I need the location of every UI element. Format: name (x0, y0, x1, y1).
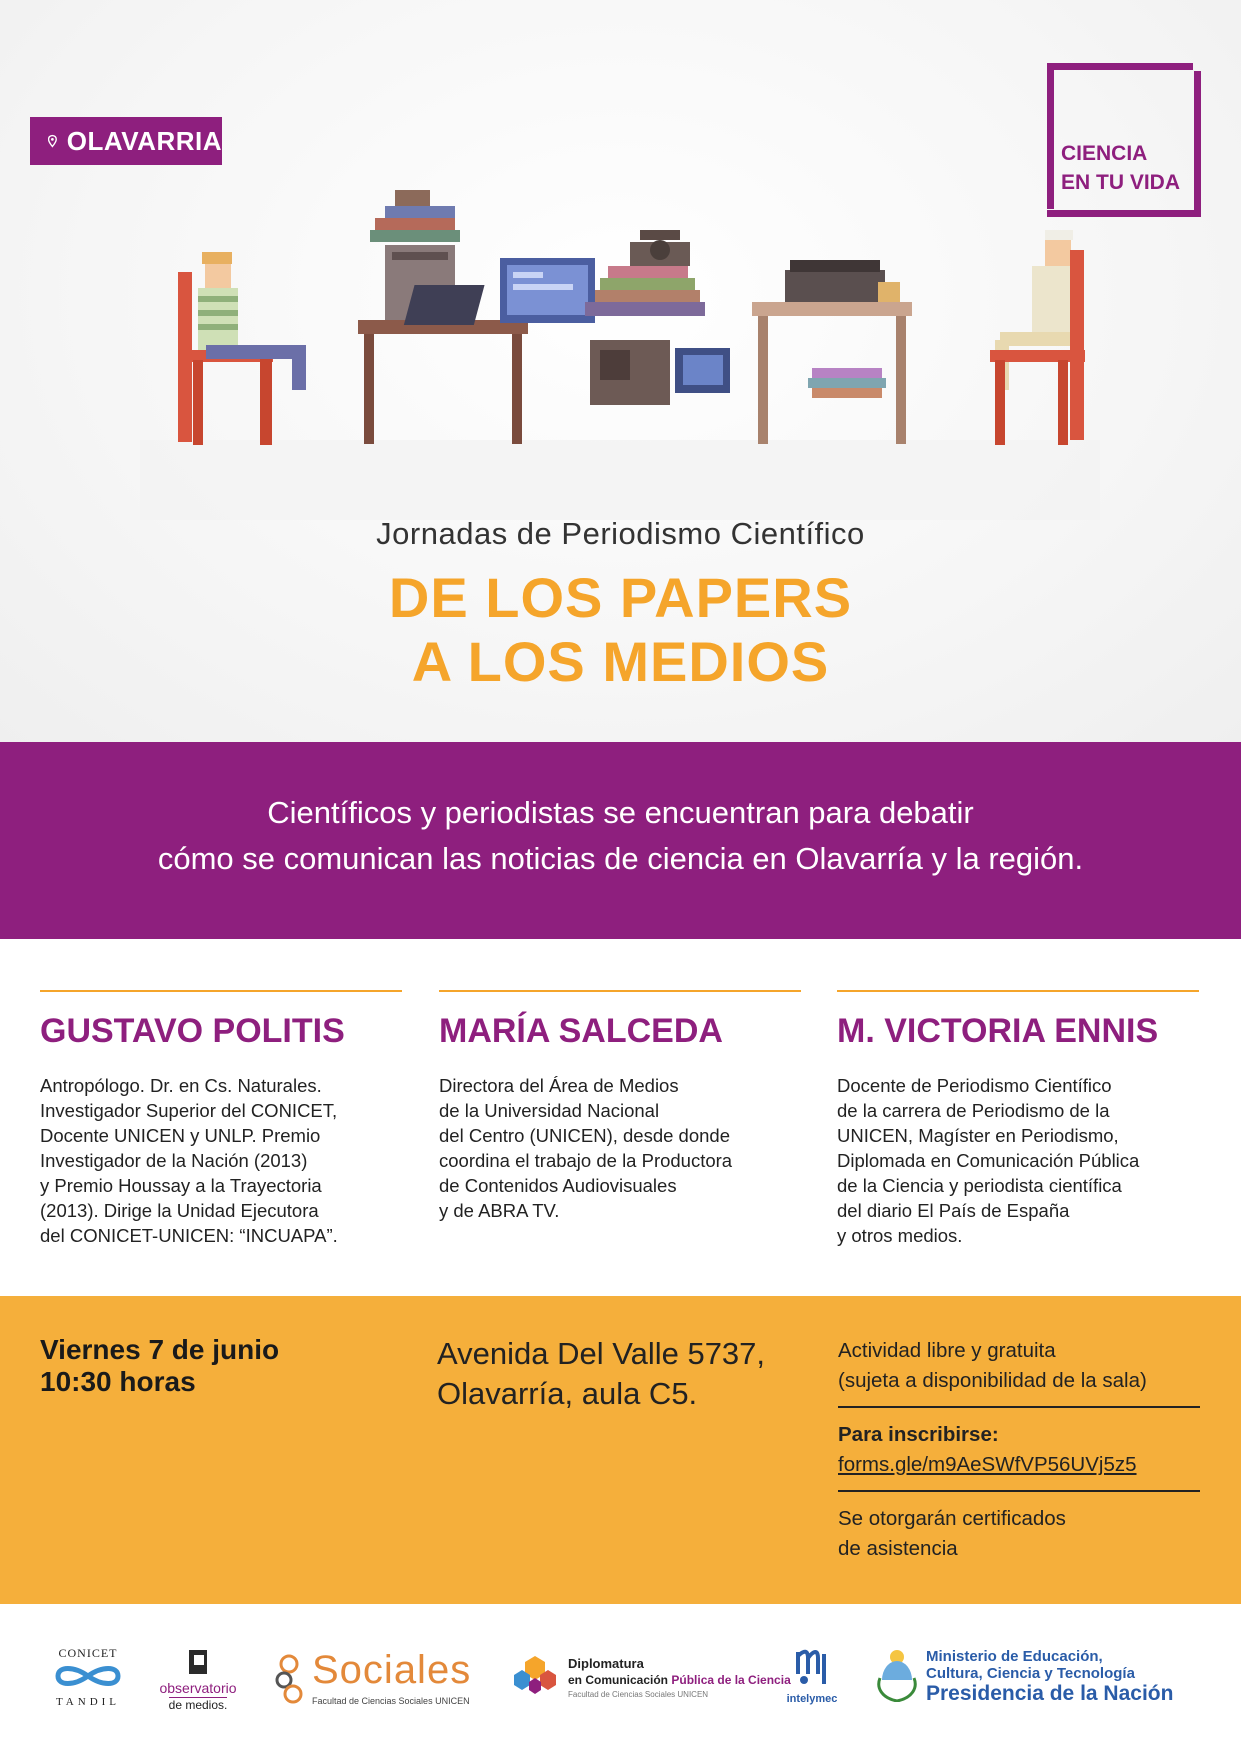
speakers-section (0, 990, 1241, 1290)
event-date: Viernes 7 de junio (40, 1334, 280, 1365)
bio-line: (2013). Dirige la Unidad Ejecutora (40, 1200, 319, 1221)
bio-line: del CONICET-UNICEN: “INCUAPA”. (40, 1225, 338, 1246)
intro-line-1: Científicos y periodistas se encuentran para debatir (267, 795, 974, 830)
sociales-name: Sociales (312, 1648, 472, 1692)
divider (838, 1406, 1200, 1408)
bio-line: Antropólogo. Dr. en Cs. Naturales. (40, 1075, 322, 1096)
event-time: 10:30 horas (40, 1366, 196, 1397)
sociales-emblem-icon (272, 1652, 306, 1706)
register-link[interactable]: forms.gle/m9AeSWfVP56UVj5z5 (838, 1453, 1137, 1476)
bio-line: Docente UNICEN y UNLP. Premio (40, 1125, 321, 1146)
intelymec-name: intelymec (786, 1693, 838, 1705)
bio-line: Docente de Periodismo Científico (837, 1075, 1112, 1096)
free-line-1: Actividad libre y gratuita (838, 1339, 1056, 1362)
bio-line: del diario El País de España (837, 1200, 1070, 1221)
speaker-name: GUSTAVO POLITIS (40, 1012, 345, 1050)
address-line-1: Avenida Del Valle 5737, (437, 1336, 766, 1371)
ministerio-line-3: Presidencia de la Nación (926, 1682, 1174, 1705)
divider (439, 990, 801, 992)
bio-line: del Centro (UNICEN), desde donde (439, 1125, 731, 1146)
bio-line: Diplomada en Comunicación Pública (837, 1150, 1140, 1171)
speaker-bio (439, 1073, 801, 1223)
badge-line-2: EN TU VIDA (1061, 171, 1181, 194)
intro-band (0, 742, 1241, 939)
observatorio-line-1: observatorio (159, 1680, 237, 1696)
diplomatura-line-2a: en Comunicación (568, 1673, 672, 1687)
sponsor-logos (0, 1604, 1241, 1755)
conicet-name: CONICET (58, 1646, 118, 1660)
register-label: Para inscribirse: (838, 1423, 999, 1446)
event-title-line-2: A LOS MEDIOS (411, 630, 830, 693)
intro-line-2: cómo se comunican las noticias de ciencia en Olavarría y la región. (157, 841, 1084, 876)
speaker-name: M. VICTORIA ENNIS (837, 1012, 1159, 1050)
bio-line: y de ABRA TV. (439, 1200, 560, 1221)
bio-line: Investigador de la Nación (2013) (40, 1150, 308, 1171)
speaker-card (837, 990, 1199, 1248)
bio-line: y otros medios. (837, 1225, 963, 1246)
ministerio-line-1: Ministerio de Educación, (926, 1648, 1103, 1665)
intelymec-icon (794, 1648, 830, 1688)
conicet-logo (50, 1646, 126, 1708)
bio-line: de la Universidad Nacional (439, 1100, 660, 1121)
speaker-bio (40, 1073, 402, 1248)
intelymec-logo (784, 1648, 840, 1705)
bio-line: de Contenidos Audiovisuales (439, 1175, 677, 1196)
divider (837, 990, 1199, 992)
conicet-infinity-icon (50, 1661, 126, 1691)
certificate-line-1: Se otorgarán certificados (838, 1507, 1066, 1530)
event-series: Jornadas de Periodismo Científico (376, 516, 865, 551)
event-title (0, 566, 1241, 694)
bio-line: Investigador Superior del CONICET, (40, 1100, 338, 1121)
bio-line: Directora del Área de Medios (439, 1075, 679, 1096)
speaker-bio (837, 1073, 1199, 1248)
badge-line-1: CIENCIA (1061, 142, 1148, 165)
bio-line: y Premio Houssay a la Trayectoria (40, 1175, 322, 1196)
diplomatura-line-1: Diplomatura (568, 1656, 644, 1671)
diplomatura-line-3: Facultad de Ciencias Sociales UNICEN (568, 1690, 709, 1699)
argentina-coat-of-arms-icon (876, 1648, 918, 1702)
ministerio-line-2: Cultura, Ciencia y Tecnología (926, 1665, 1135, 1682)
speaker-card (439, 990, 801, 1223)
address-line-2: Olavarría, aula C5. (437, 1376, 698, 1411)
hero-section (0, 0, 1241, 742)
event-title-line-1: DE LOS PAPERS (388, 566, 853, 629)
bio-line: de la Ciencia y periodista científica (837, 1175, 1122, 1196)
bio-line: coordina el trabajo de la Productora (439, 1150, 733, 1171)
event-address (437, 1334, 765, 1414)
event-info-band (0, 1296, 1241, 1604)
location-label: OLAVARRIA (66, 125, 222, 156)
observatorio-line-2: de medios. (168, 1698, 228, 1712)
location-pin-icon (48, 130, 57, 152)
speaker-card (40, 990, 402, 1248)
diplomatura-line-2b: Pública de la Ciencia (671, 1673, 791, 1687)
event-details (838, 1336, 1200, 1564)
pixel-art-illustration (0, 190, 1241, 520)
observatorio-icon (185, 1648, 211, 1676)
location-badge (30, 117, 222, 165)
free-line-2: (sujeta a disponibilidad de la sala) (838, 1369, 1147, 1392)
diplomatura-hexagon-icon (510, 1654, 560, 1698)
sociales-subtitle: Facultad de Ciencias Sociales UNICEN (312, 1696, 470, 1706)
diplomatura-line-2 (568, 1673, 791, 1687)
observatorio-logo (148, 1648, 248, 1714)
conicet-city: TANDIL (55, 1696, 121, 1708)
divider (40, 990, 402, 992)
bio-line: de la carrera de Periodismo de la (837, 1100, 1110, 1121)
bio-line: UNICEN, Magíster en Periodismo, (837, 1125, 1119, 1146)
certificate-line-2: de asistencia (838, 1537, 958, 1560)
divider (838, 1490, 1200, 1492)
speaker-name: MARÍA SALCEDA (439, 1012, 723, 1050)
event-datetime (40, 1334, 279, 1398)
